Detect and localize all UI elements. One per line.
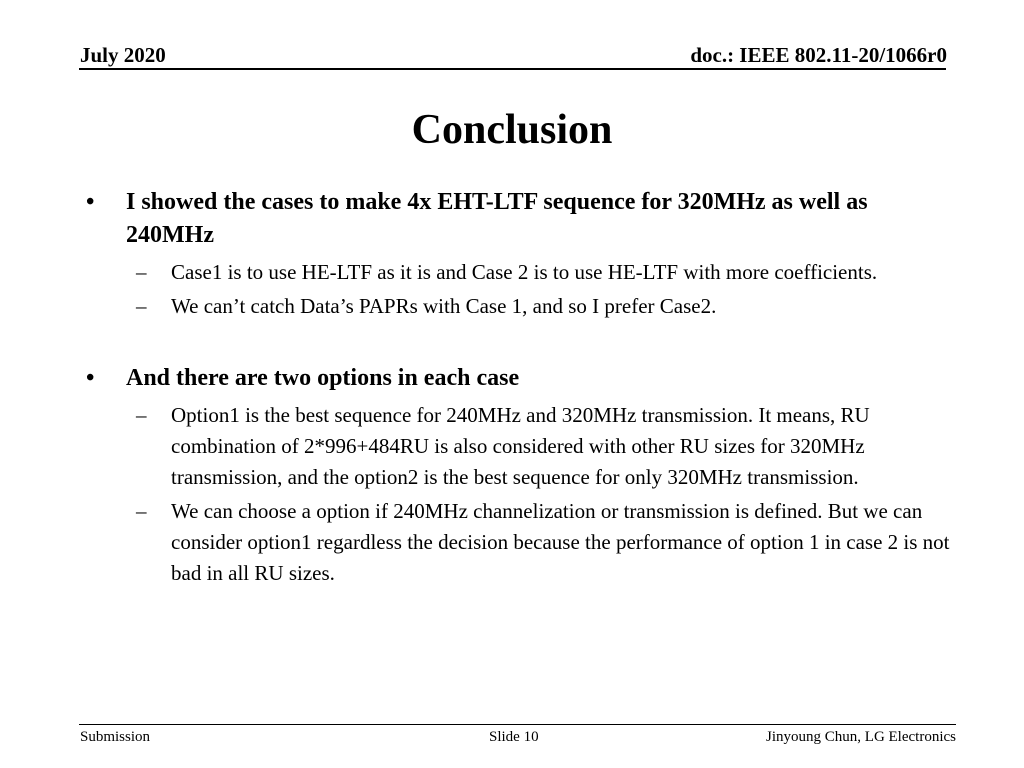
sub-bullet-item	[86, 257, 956, 288]
sub-bullet-item	[86, 496, 956, 589]
dash-icon: –	[136, 499, 147, 523]
sub-bullet-item	[86, 400, 956, 493]
footer-divider	[79, 724, 956, 725]
sub-bullet-text: We can’t catch Data’s PAPRs with Case 1, and so I prefer Case2.	[171, 294, 717, 318]
header-doc-id: doc.: IEEE 802.11-20/1066r0	[690, 43, 947, 67]
sub-bullet-list	[126, 257, 946, 322]
dash-icon: –	[136, 294, 147, 318]
dash-icon: –	[136, 403, 147, 427]
footer-slide-number: Slide 10	[489, 729, 539, 745]
footer-author: Jinyoung Chun, LG Electronics	[766, 729, 956, 745]
bullet-text: I showed the cases to make 4x EHT-LTF sequence for 320MHz as well as 240MHz	[126, 189, 868, 248]
sub-bullet-item	[86, 291, 956, 322]
sub-bullet-list	[126, 400, 950, 589]
dash-icon: –	[136, 260, 147, 284]
bullet-dot-icon: •	[86, 189, 95, 215]
header-divider	[79, 68, 946, 70]
slide-title: Conclusion	[411, 107, 613, 153]
sub-bullet-text: Option1 is the best sequence for 240MHz and 320MHz transmission. It means, RU combination of 2*996+484RU is also considered with other RU sizes for 320MHz transmission, and the option2 is the best sequence for only 320MHz transmission.	[171, 403, 870, 489]
bullet-item	[86, 362, 950, 589]
slide-body	[86, 186, 950, 589]
bullet-item	[86, 186, 946, 322]
header-date: July 2020	[80, 43, 166, 67]
sub-bullet-text: Case1 is to use HE-LTF as it is and Case 2 is to use HE-LTF with more coefficients.	[171, 260, 878, 284]
bullet-text: And there are two options in each case	[126, 365, 520, 391]
bullet-dot-icon: •	[86, 365, 95, 391]
sub-bullet-text: We can choose a option if 240MHz channelization or transmission is defined. But we can consider option1 regardless the decision because the performance of option 1 in case 2 is not bad in all RU sizes.	[171, 499, 950, 585]
footer-submission: Submission	[80, 729, 151, 745]
